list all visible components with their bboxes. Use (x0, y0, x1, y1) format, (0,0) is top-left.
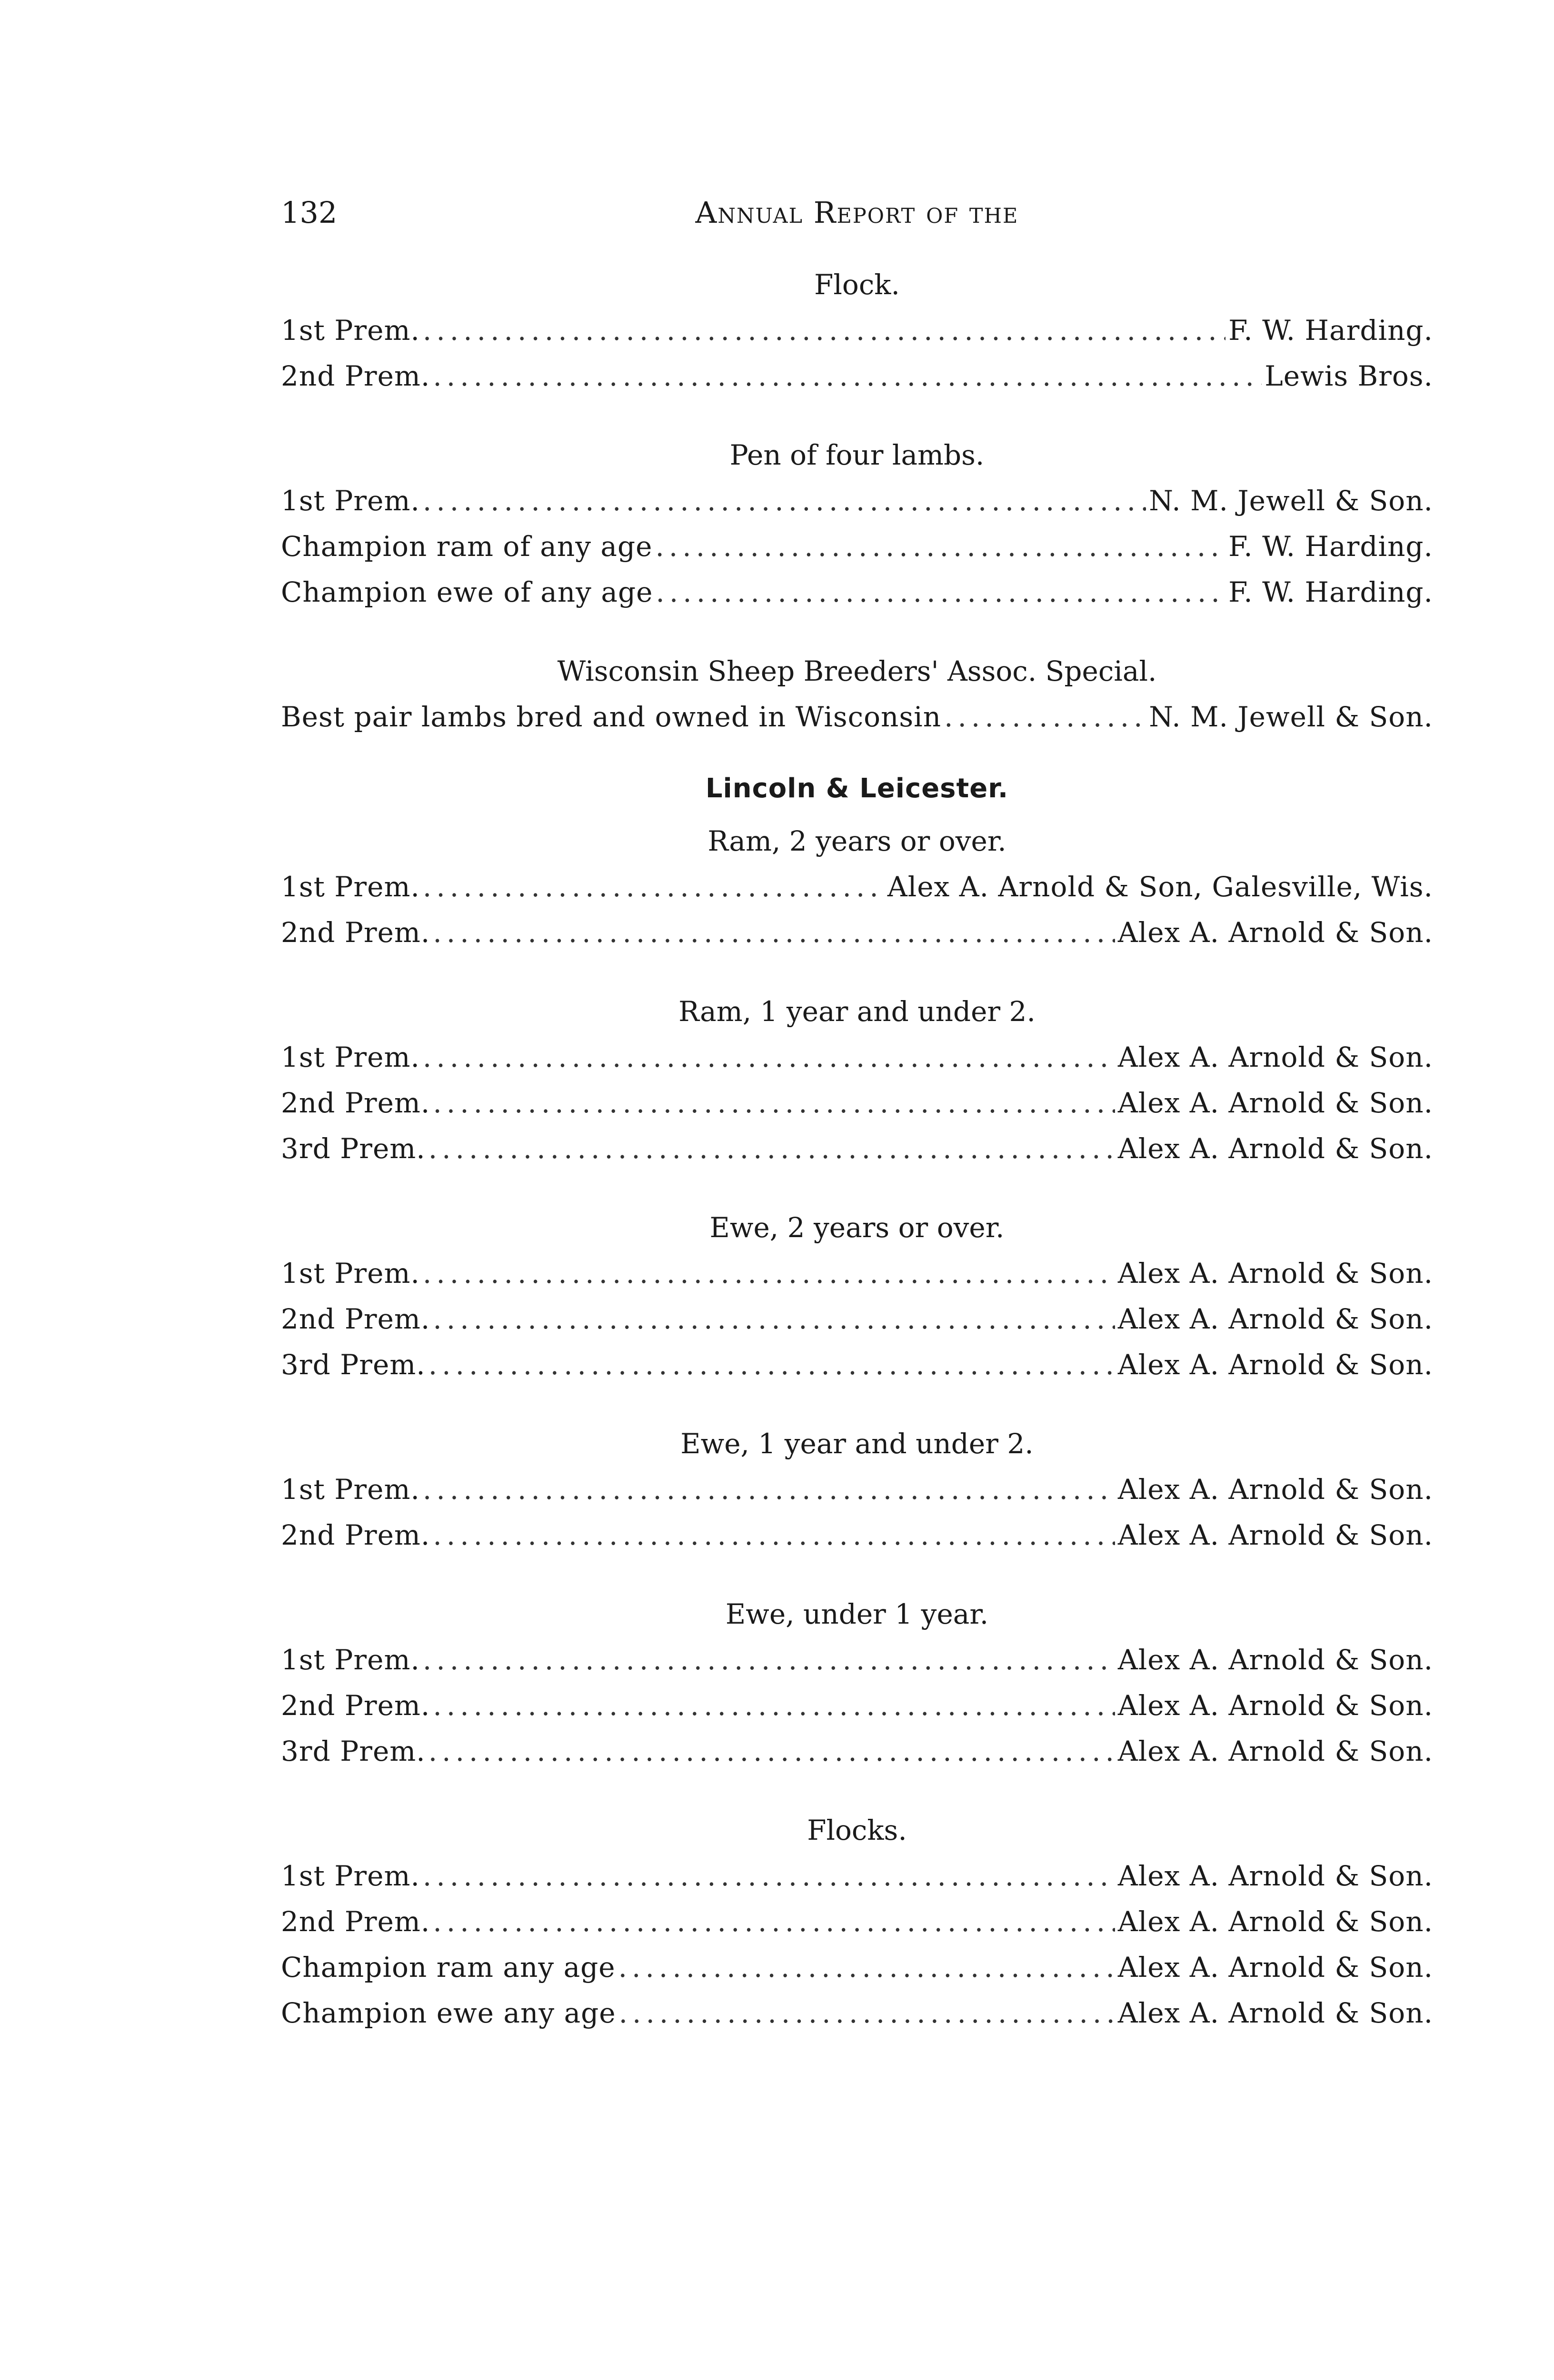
award-entry (281, 1296, 1433, 1342)
award-entry (281, 864, 1433, 910)
dot-leader (428, 1342, 1115, 1388)
award-entry (281, 1683, 1433, 1728)
dot-leader (428, 1728, 1115, 1774)
category-title: Pen of four lambs. (729, 439, 985, 471)
award-category (281, 432, 1433, 615)
award-label: 2nd Prem. (281, 1519, 430, 1551)
dot-leader (423, 478, 1146, 524)
award-entry (281, 1944, 1433, 1990)
award-label: 3rd Prem. (281, 1349, 426, 1381)
award-entry (281, 353, 1433, 399)
dot-leader (433, 1080, 1115, 1126)
dot-leader (433, 1899, 1115, 1944)
award-winner: F. W. Harding. (1228, 530, 1433, 563)
category-title: Flock. (814, 268, 900, 301)
premium-list-lincoln-leicester (281, 818, 1433, 2036)
award-winner: Lewis Bros. (1265, 360, 1433, 392)
award-category (281, 1421, 1433, 1558)
award-label: 1st Prem. (281, 1041, 420, 1073)
award-winner: Alex A. Arnold & Son. (1117, 1041, 1433, 1073)
award-label: Champion ram any age (281, 1951, 616, 1983)
award-label: 1st Prem. (281, 1257, 420, 1289)
category-title: Ewe, under 1 year. (725, 1598, 989, 1630)
award-label: 2nd Prem. (281, 1087, 430, 1119)
award-entry (281, 1080, 1433, 1126)
award-entry (281, 1126, 1433, 1171)
award-label: Best pair lambs bred and owned in Wisconsin (281, 701, 942, 733)
award-winner: Alex A. Arnold & Son. (1117, 1349, 1433, 1381)
dot-leader (423, 307, 1225, 353)
award-label: 2nd Prem. (281, 1689, 430, 1722)
award-label: 1st Prem. (281, 485, 420, 517)
award-winner: F. W. Harding. (1228, 576, 1433, 608)
category-title: Flocks. (807, 1814, 907, 1846)
section-title: Lincoln & Leicester. (705, 773, 1009, 804)
dot-leader (423, 1637, 1115, 1683)
dot-leader (423, 1034, 1115, 1080)
award-entry (281, 524, 1433, 569)
award-label: Champion ram of any age (281, 530, 653, 563)
award-category (281, 648, 1433, 740)
award-label: 1st Prem. (281, 1860, 420, 1892)
award-entry (281, 1728, 1433, 1774)
award-label: 2nd Prem. (281, 360, 430, 392)
award-entry (281, 1250, 1433, 1296)
award-label: Champion ewe of any age (281, 576, 653, 608)
award-winner: Alex A. Arnold & Son. (1117, 916, 1433, 949)
award-winner: Alex A. Arnold & Son. (1117, 1735, 1433, 1767)
award-label: 1st Prem. (281, 314, 420, 347)
premium-list-top (281, 262, 1433, 740)
award-entry (281, 1512, 1433, 1558)
award-winner: N. M. Jewell & Son. (1149, 701, 1433, 733)
dot-leader (656, 569, 1225, 615)
award-entry (281, 1853, 1433, 1899)
category-title: Ram, 2 years or over. (707, 825, 1006, 857)
award-entry (281, 1899, 1433, 1944)
award-winner: Alex A. Arnold & Son. (1117, 1860, 1433, 1892)
dot-leader (423, 1853, 1115, 1899)
award-label: 2nd Prem. (281, 1303, 430, 1335)
award-winner: F. W. Harding. (1228, 314, 1433, 347)
award-category (281, 818, 1433, 955)
award-winner: Alex A. Arnold & Son. (1117, 1951, 1433, 1983)
dot-leader (433, 910, 1115, 955)
award-label: 3rd Prem. (281, 1735, 426, 1767)
award-winner: Alex A. Arnold & Son. (1117, 1905, 1433, 1938)
award-entry (281, 1034, 1433, 1080)
award-winner: N. M. Jewell & Son. (1149, 485, 1433, 517)
dot-leader (433, 1683, 1115, 1728)
award-entry (281, 1467, 1433, 1512)
award-entry (281, 307, 1433, 353)
dot-leader (433, 1512, 1115, 1558)
category-title: Ewe, 1 year and under 2. (680, 1428, 1034, 1460)
page (281, 190, 1433, 2036)
award-winner: Alex A. Arnold & Son. (1117, 1644, 1433, 1676)
dot-leader (433, 1296, 1115, 1342)
running-head (281, 190, 1433, 248)
award-entry (281, 694, 1433, 740)
running-title: Annual Report of the (695, 195, 1019, 230)
award-entry (281, 478, 1433, 524)
category-title: Ewe, 2 years or over. (709, 1211, 1005, 1244)
dot-leader (944, 694, 1146, 740)
award-label: Champion ewe any age (281, 1997, 616, 2029)
award-category (281, 262, 1433, 399)
award-category (281, 1591, 1433, 1774)
dot-leader (423, 1250, 1115, 1296)
award-category (281, 989, 1433, 1171)
award-winner: Alex A. Arnold & Son. (1117, 1519, 1433, 1551)
award-label: 1st Prem. (281, 1644, 420, 1676)
award-label: 2nd Prem. (281, 1905, 430, 1938)
award-label: 2nd Prem. (281, 916, 430, 949)
award-category (281, 1205, 1433, 1388)
category-title: Ram, 1 year and under 2. (678, 995, 1036, 1028)
award-winner: Alex A. Arnold & Son. (1117, 1132, 1433, 1165)
award-winner: Alex A. Arnold & Son. (1117, 1087, 1433, 1119)
dot-leader (423, 1467, 1115, 1512)
award-winner: Alex A. Arnold & Son. (1117, 1303, 1433, 1335)
award-winner: Alex A. Arnold & Son, Galesville, Wis. (887, 871, 1433, 903)
dot-leader (433, 353, 1262, 399)
award-entry (281, 1342, 1433, 1388)
award-label: 1st Prem. (281, 871, 420, 903)
award-winner: Alex A. Arnold & Son. (1117, 1689, 1433, 1722)
award-entry (281, 910, 1433, 955)
category-title: Wisconsin Sheep Breeders' Assoc. Special. (557, 655, 1157, 687)
award-winner: Alex A. Arnold & Son. (1117, 1473, 1433, 1506)
award-entry (281, 569, 1433, 615)
dot-leader (619, 1990, 1115, 2036)
dot-leader (655, 524, 1225, 569)
award-category (281, 1807, 1433, 2036)
award-winner: Alex A. Arnold & Son. (1117, 1997, 1433, 2029)
dot-leader (618, 1944, 1115, 1990)
award-winner: Alex A. Arnold & Son. (1117, 1257, 1433, 1289)
award-entry (281, 1990, 1433, 2036)
award-label: 3rd Prem. (281, 1132, 426, 1165)
dot-leader (423, 864, 885, 910)
award-entry (281, 1637, 1433, 1683)
page-number: 132 (281, 195, 338, 230)
award-label: 1st Prem. (281, 1473, 420, 1506)
dot-leader (428, 1126, 1115, 1171)
